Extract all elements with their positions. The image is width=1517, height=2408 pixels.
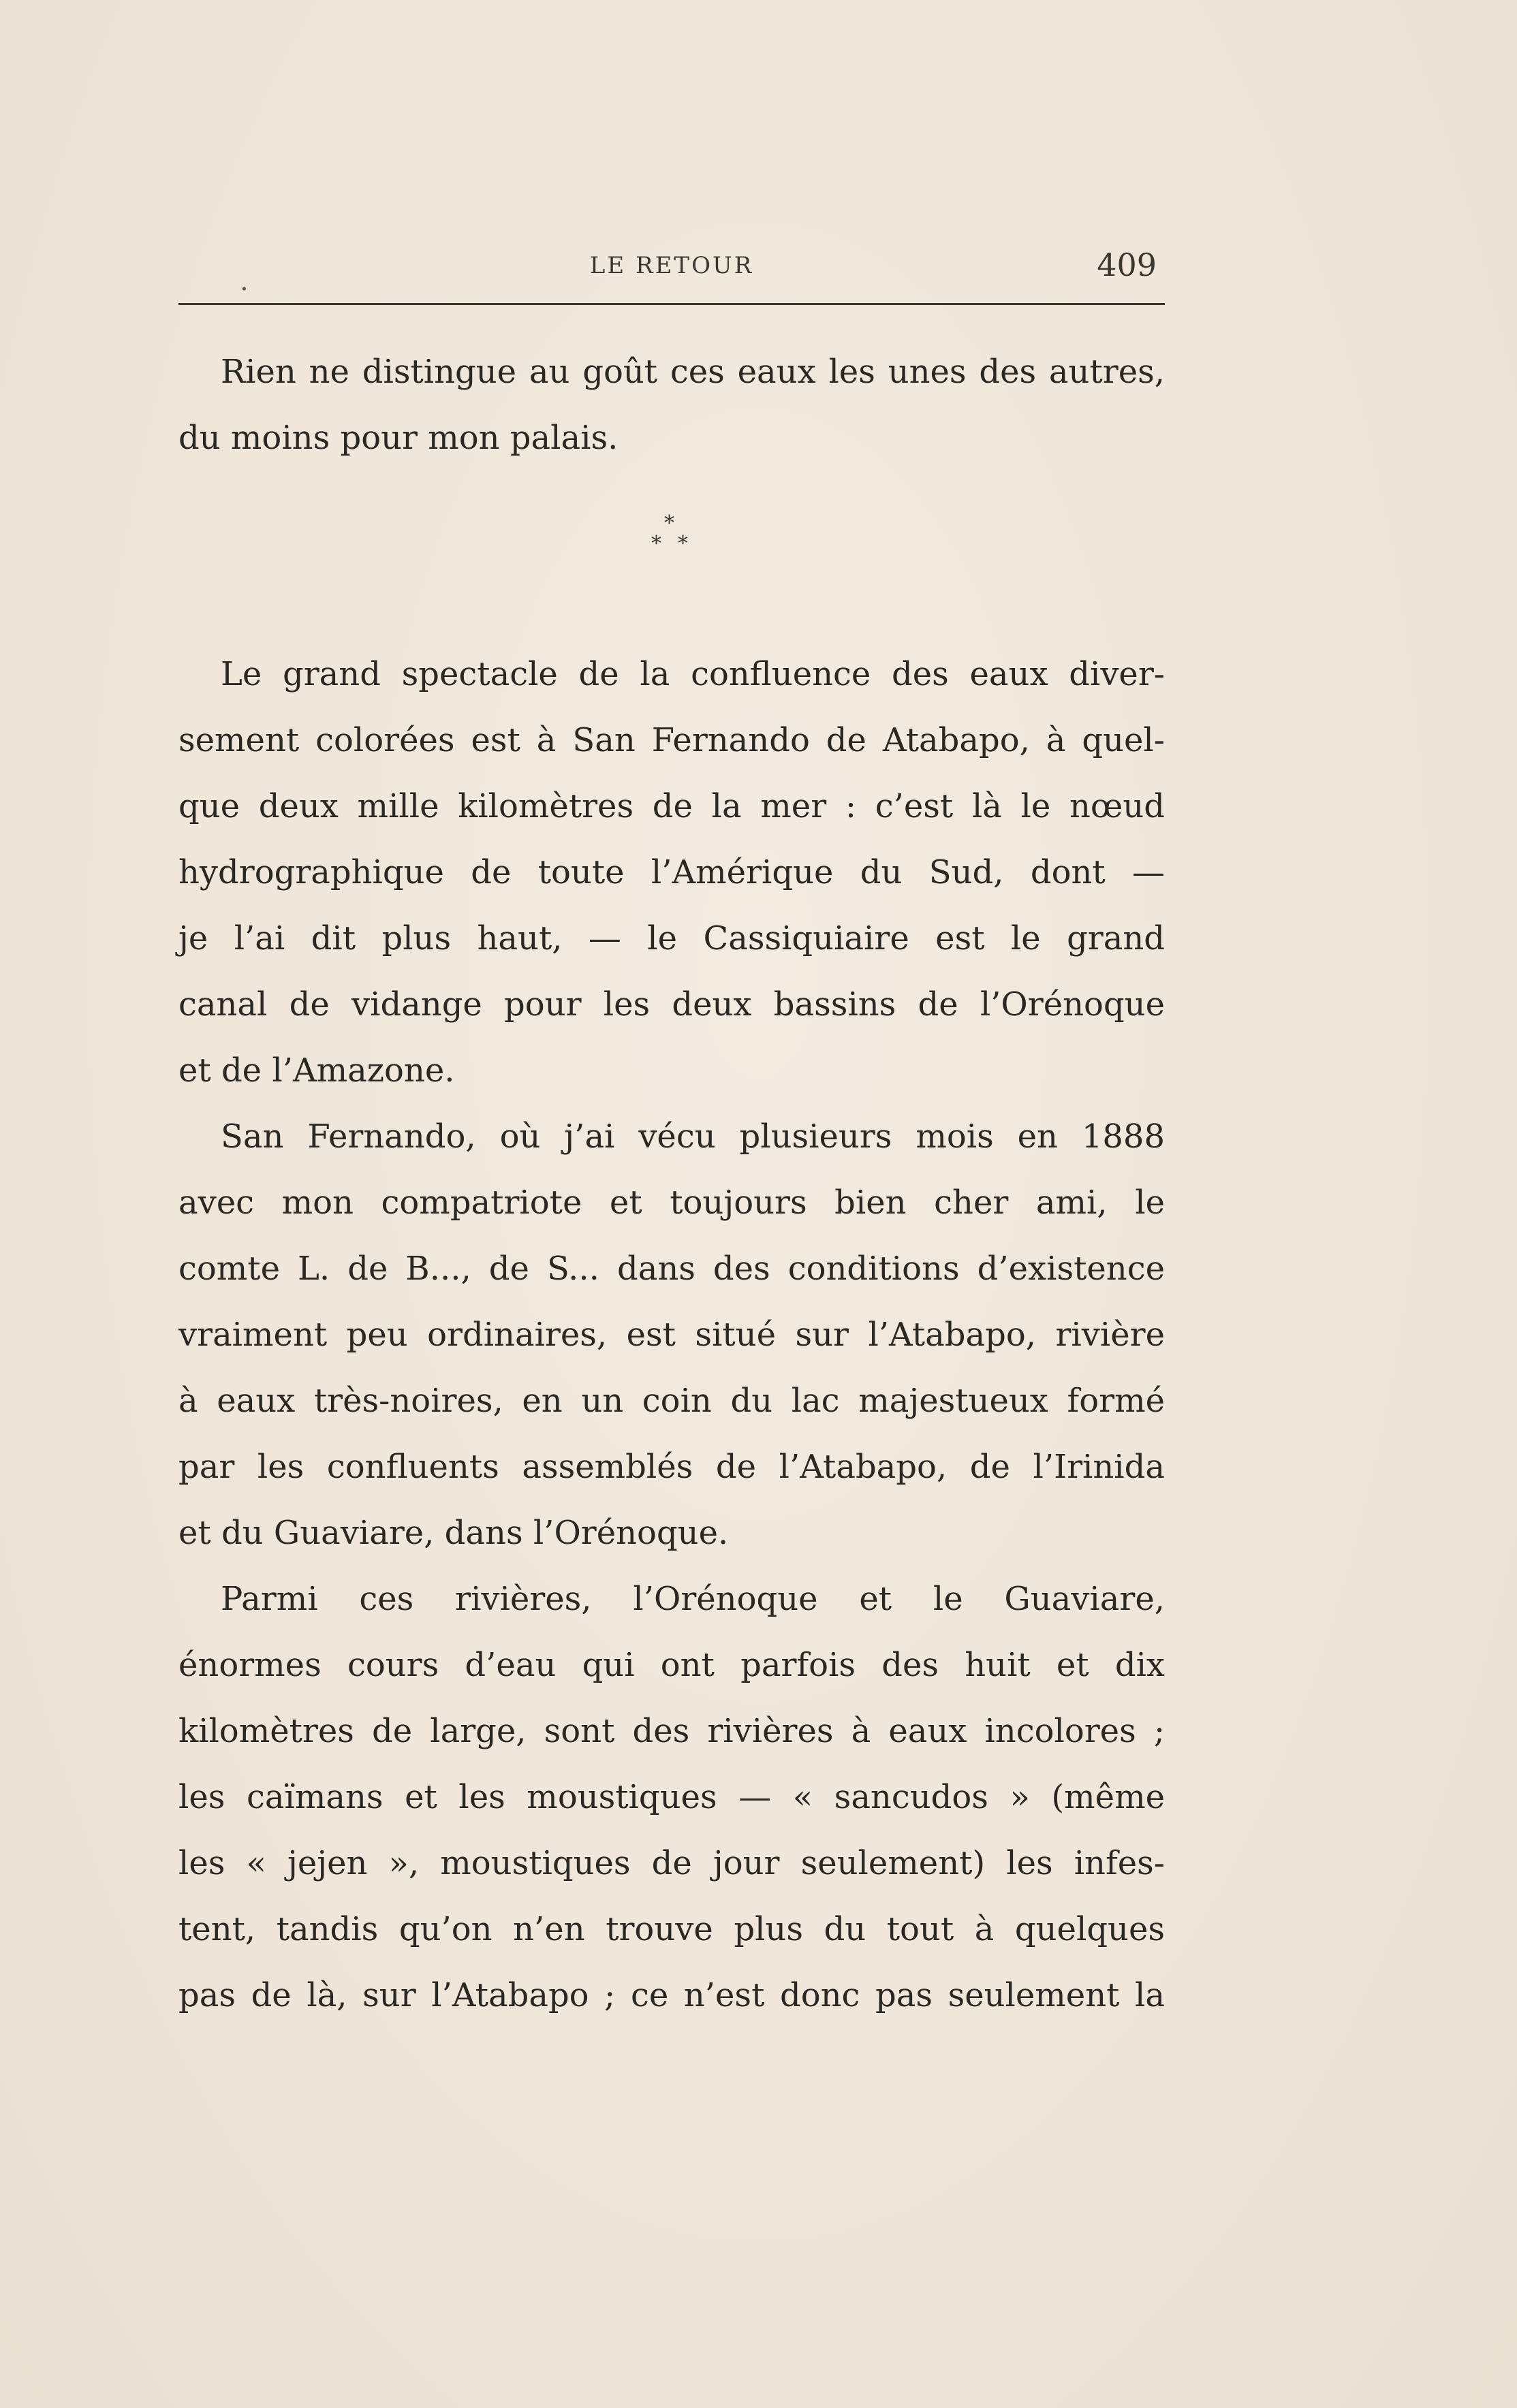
text-line: kilomètres de large, sont des rivières à eaux incolores ; (178, 1712, 1165, 1750)
running-title: LE RETOUR (589, 252, 754, 279)
body-text (178, 339, 1165, 2029)
text-line: avec mon compatriote et toujours bien cher ami, le (178, 1184, 1165, 1222)
ornament-star: * (651, 532, 661, 556)
text-line: du moins pour mon palais. (178, 419, 619, 457)
page-header (178, 247, 1165, 297)
text-line: les « jejen », moustiques de jour seulement) les infes- (178, 1844, 1165, 1882)
text-line: San Fernando, où j’ai vécu plusieurs mois en 1888 (221, 1118, 1165, 1156)
text-line: Le grand spectacle de la confluence des eaux diver- (221, 655, 1165, 693)
header-dot: . (240, 266, 249, 297)
text-line: à eaux très-noires, en un coin du lac majestueux formé (178, 1382, 1165, 1420)
text-line: les caïmans et les moustiques — « sancudos » (même (178, 1778, 1165, 1816)
text-line: Rien ne distingue au goût ces eaux les unes des autres, (221, 353, 1165, 391)
ornament-star: * (664, 511, 674, 535)
text-line: que deux mille kilomètres de la mer : c’est là le nœud (178, 787, 1165, 825)
header-rule (178, 303, 1165, 305)
text-line: tent, tandis qu’on n’en trouve plus du tout à quelques (178, 1910, 1165, 1948)
page-number: 409 (1097, 247, 1157, 283)
text-line: et du Guaviare, dans l’Orénoque. (178, 1514, 729, 1552)
text-line: par les confluents assemblés de l’Atabapo, de l’Irinida (178, 1448, 1165, 1486)
text-line: hydrographique de toute l’Amérique du Sud, dont — (178, 853, 1165, 891)
text-line: canal de vidange pour les deux bassins de l’Orénoque (178, 985, 1165, 1024)
text-line: énormes cours d’eau qui ont parfois des huit et dix (178, 1646, 1165, 1684)
text-line: Parmi ces rivières, l’Orénoque et le Guaviare, (221, 1580, 1165, 1618)
section-break-ornament (178, 471, 1165, 641)
text-line: et de l’Amazone. (178, 1051, 455, 1090)
text-line: je l’ai dit plus haut, — le Cassiquiaire est le grand (178, 919, 1165, 957)
text-line: vraiment peu ordinaires, est situé sur l’Atabapo, rivière (178, 1316, 1165, 1354)
text-line: sement colorées est à San Fernando de Atabapo, à quel- (178, 721, 1165, 759)
ornament-star: * (678, 532, 688, 556)
text-line: comte L. de B..., de S... dans des conditions d’existence (178, 1250, 1165, 1288)
text-line: pas de là, sur l’Atabapo ; ce n’est donc pas seulement la (178, 1976, 1165, 2014)
